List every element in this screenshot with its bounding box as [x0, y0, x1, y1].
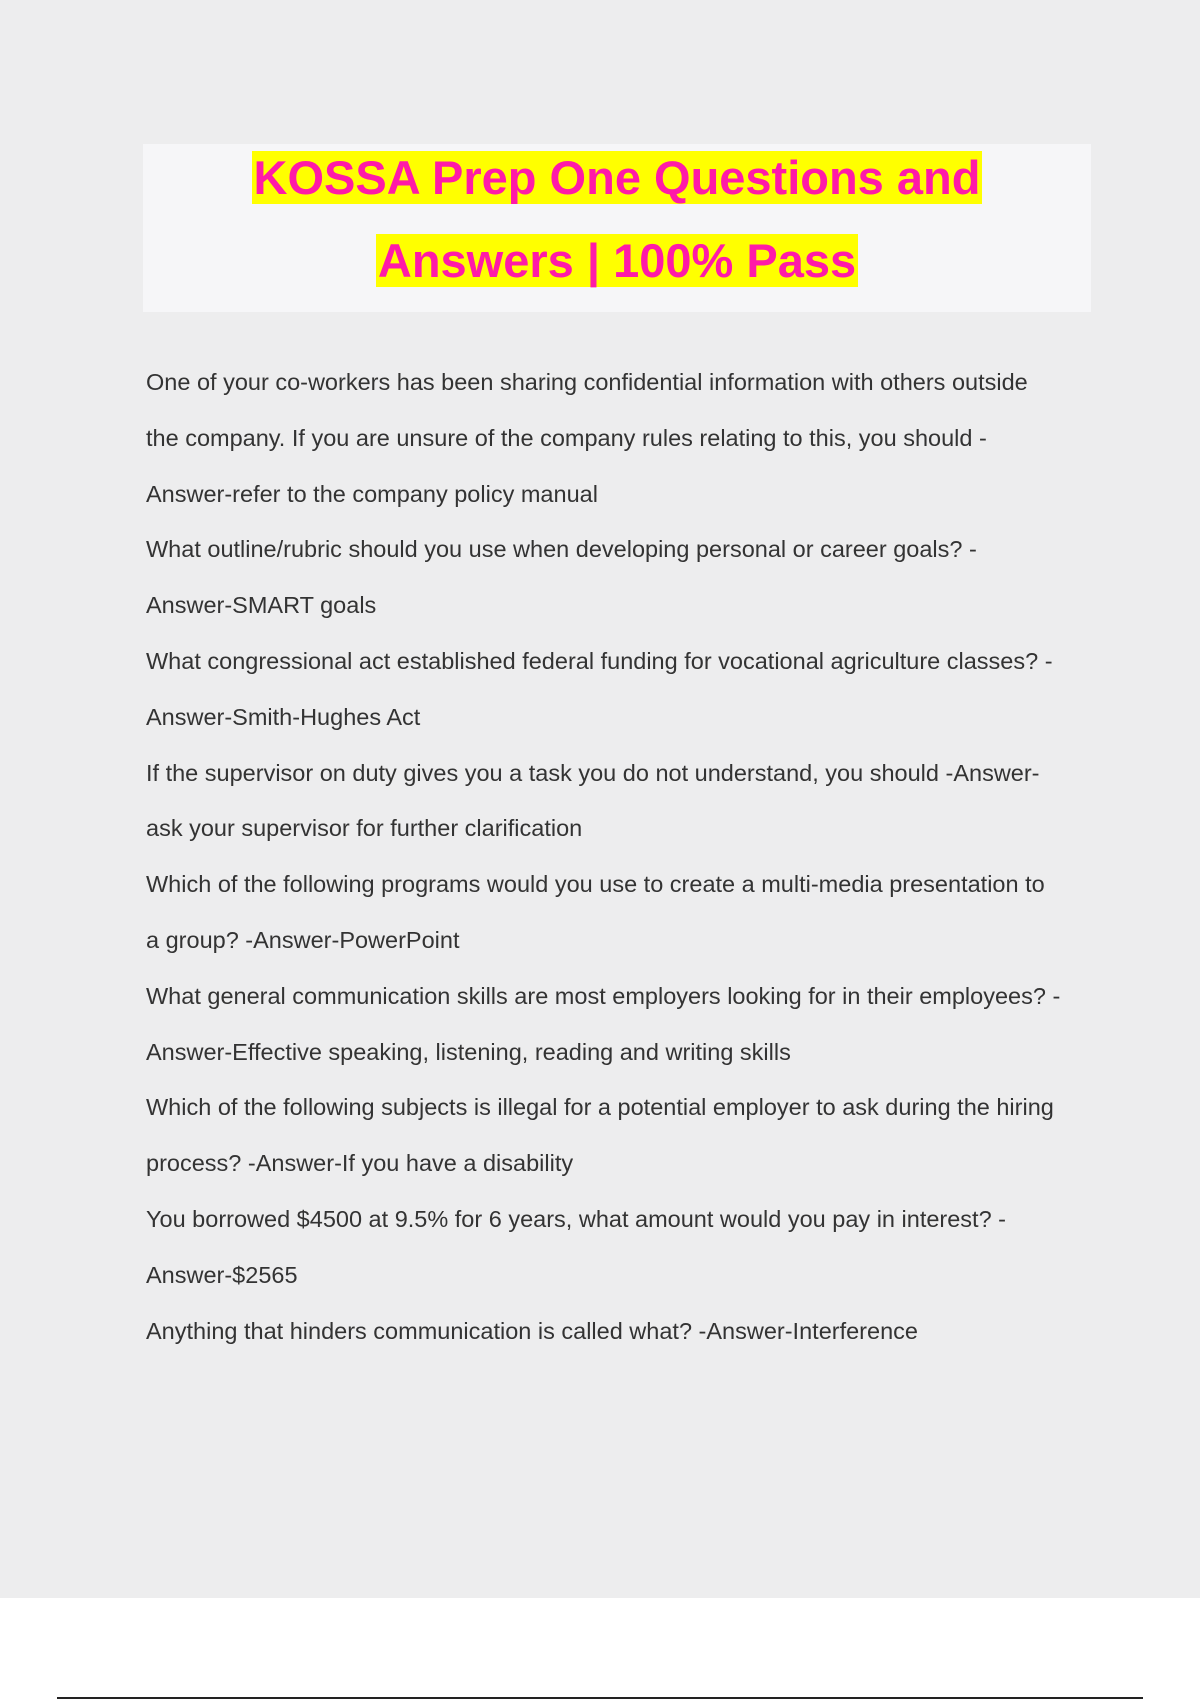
text-line: What general communication skills are most employers looking for in their employees? -	[146, 982, 1061, 1009]
document-title-line-2	[143, 233, 1091, 289]
text-line: Answer-SMART goals	[146, 592, 377, 619]
title-highlight-1: KOSSA Prep One Questions and	[253, 151, 981, 204]
text-line: One of your co-workers has been sharing confidential information with others outside	[146, 369, 1028, 395]
text-line: What congressional act established federal funding for vocational agriculture classes? -	[146, 647, 1053, 674]
document-title-line-1	[143, 150, 1091, 206]
text-line: Answer-$2565	[146, 1261, 298, 1288]
text-line: process? -Answer-If you have a disability	[146, 1150, 574, 1177]
text-line: You borrowed $4500 at 9.5% for 6 years, what amount would you pay in interest? -	[146, 1205, 1007, 1232]
text-line: If the supervisor on duty gives you a task you do not understand, you should -Answer-	[146, 759, 1040, 786]
text-line: Answer-refer to the company policy manual	[146, 480, 598, 507]
text-line: ask your supervisor for further clarification	[146, 815, 583, 842]
page-divider	[57, 1697, 1143, 1699]
text-line: Which of the following programs would you use to create a multi-media presentation to	[146, 871, 1045, 898]
text-line: Anything that hinders communication is called what? -Answer-Interference	[146, 1317, 918, 1344]
text-line: Which of the following subjects is illegal for a potential employer to ask during the hiring	[146, 1094, 1054, 1121]
text-line: What outline/rubric should you use when developing personal or career goals? -	[146, 536, 977, 563]
text-line: Answer-Smith-Hughes Act	[146, 703, 421, 730]
text-line: a group? -Answer-PowerPoint	[146, 926, 460, 953]
qa-body	[146, 362, 1096, 1366]
text-line: Answer-Effective speaking, listening, reading and writing skills	[146, 1038, 791, 1065]
title-block	[143, 144, 1091, 312]
title-highlight-2: Answers | 100% Pass	[377, 234, 857, 287]
text-line: the company. If you are unsure of the company rules relating to this, you should -	[146, 424, 987, 451]
